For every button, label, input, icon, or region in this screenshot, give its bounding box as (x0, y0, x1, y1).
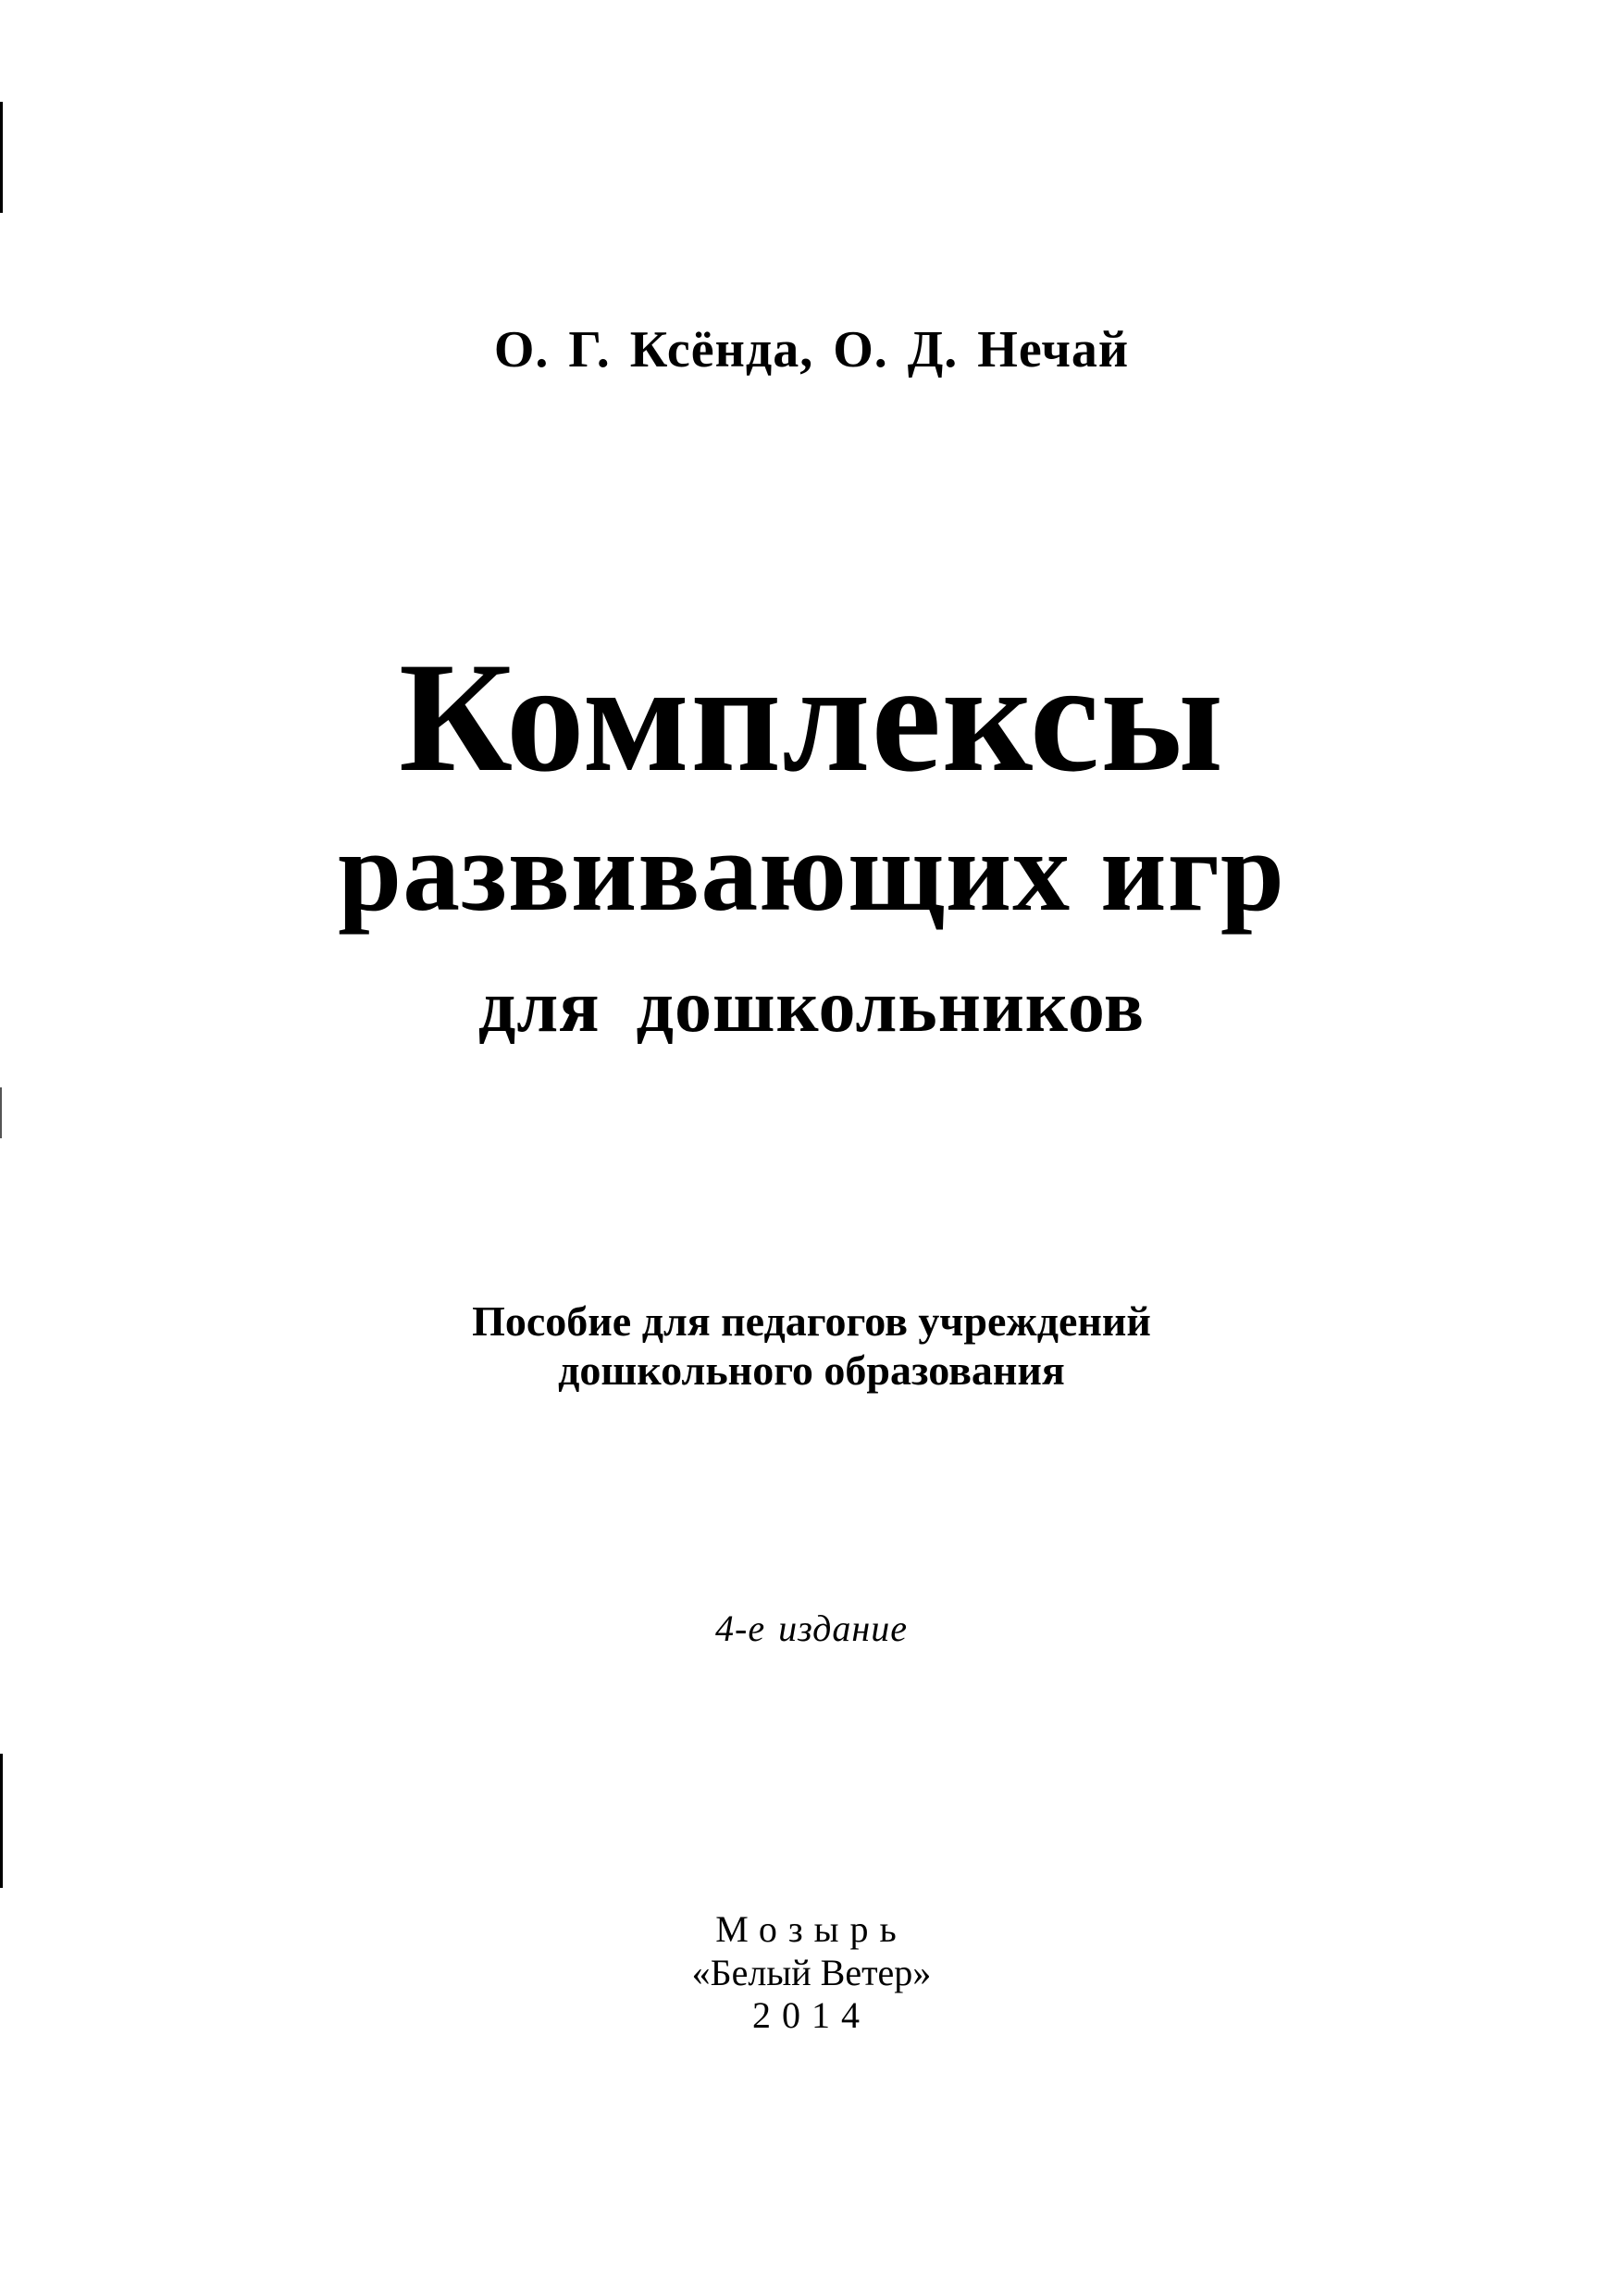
book-purpose-line-1: Пособие для педагогов учреждений (472, 1297, 1151, 1345)
edition-label: 4-е издание (715, 1607, 908, 1649)
imprint-year: 2014 (752, 1994, 871, 2036)
page-edge-mark-middle (0, 1087, 2, 1138)
imprint-city: Мозырь (715, 1908, 908, 1950)
page-edge-mark-bottom (0, 1754, 3, 1888)
page-edge-mark-top (0, 102, 3, 213)
imprint-publisher: «Белый Ветер» (691, 1952, 932, 1993)
book-title-line-2: развивающих игр (338, 808, 1285, 935)
book-title-line-1: Комплексы (398, 630, 1225, 804)
book-title-line-3: для дошкольников (477, 966, 1146, 1048)
authors: О. Г. Ксёнда, О. Д. Нечай (493, 321, 1130, 379)
book-purpose-line-2: дошкольного образования (558, 1347, 1065, 1394)
